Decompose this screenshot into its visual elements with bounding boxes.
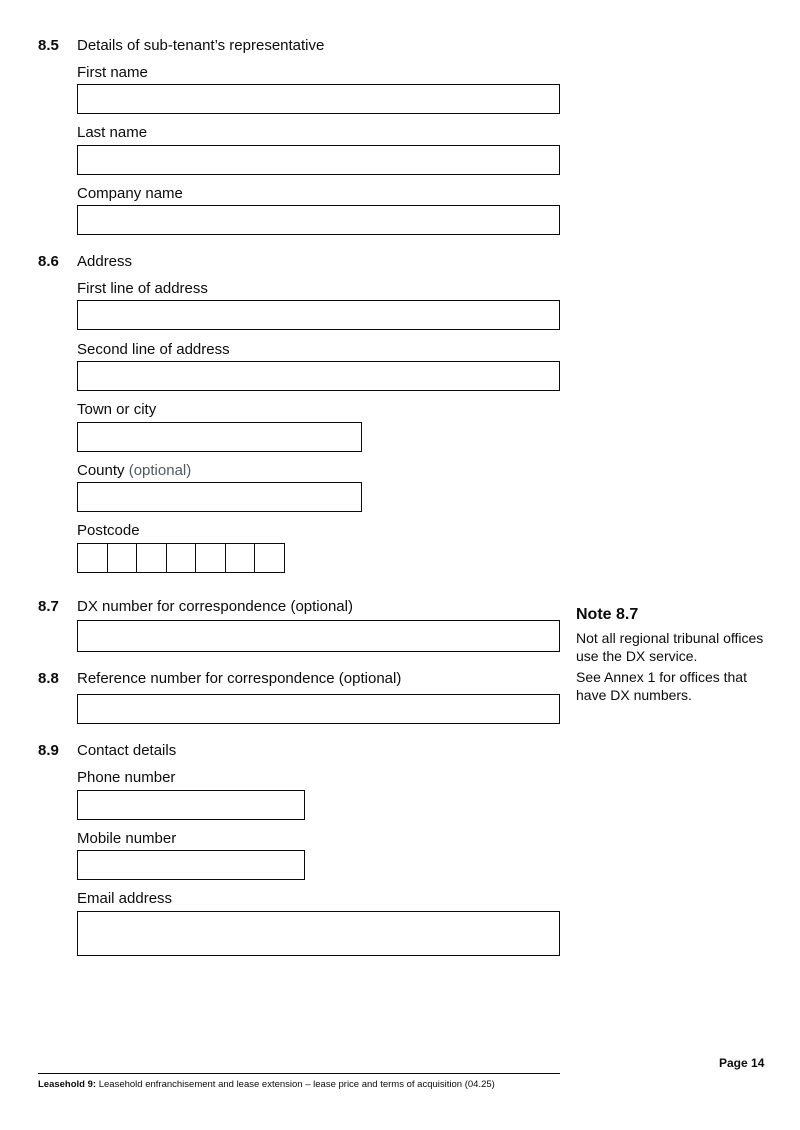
- section-number-8-5: 8.5: [38, 37, 59, 54]
- postcode-char-box[interactable]: [166, 543, 197, 573]
- postcode-char-box[interactable]: [195, 543, 226, 573]
- address-line2-input[interactable]: [77, 361, 560, 391]
- section-number-8-7: 8.7: [38, 598, 59, 615]
- postcode-char-box[interactable]: [136, 543, 167, 573]
- dx-number-input[interactable]: [77, 620, 560, 652]
- address-line2-label: Second line of address: [77, 341, 230, 358]
- postcode-label: Postcode: [77, 522, 140, 539]
- postcode-input-group: [77, 543, 284, 573]
- section-heading-contact-details: Contact details: [77, 742, 177, 759]
- company-name-input[interactable]: [77, 205, 560, 235]
- footer-form-code: Leasehold 9:: [38, 1079, 97, 1090]
- section-heading-dx-number: DX number for correspondence (optional): [77, 598, 353, 615]
- note-paragraph-2: See Annex 1 for offices that have DX numbers.: [576, 669, 747, 703]
- footer-divider: [38, 1073, 560, 1074]
- postcode-char-box[interactable]: [225, 543, 256, 573]
- town-input[interactable]: [77, 422, 362, 452]
- footer-text: [38, 1079, 495, 1090]
- postcode-char-box[interactable]: [254, 543, 285, 573]
- page-number: Page 14: [719, 1056, 765, 1070]
- county-label: [77, 462, 191, 479]
- section-heading-representative: Details of sub-tenant’s representative: [77, 37, 325, 54]
- first-name-input[interactable]: [77, 84, 560, 114]
- company-name-label: Company name: [77, 185, 183, 202]
- mobile-label: Mobile number: [77, 830, 177, 847]
- section-number-8-9: 8.9: [38, 742, 59, 759]
- phone-label: Phone number: [77, 769, 176, 786]
- county-optional-hint: (optional): [128, 462, 192, 479]
- section-number-8-6: 8.6: [38, 253, 59, 270]
- address-line1-input[interactable]: [77, 300, 560, 330]
- mobile-input[interactable]: [77, 850, 305, 880]
- reference-number-input[interactable]: [77, 694, 560, 724]
- note-title: Note 8.7: [576, 606, 639, 623]
- section-number-8-8: 8.8: [38, 670, 59, 687]
- last-name-label: Last name: [77, 124, 148, 141]
- postcode-char-box[interactable]: [107, 543, 138, 573]
- county-label-text: County: [77, 462, 125, 479]
- town-label: Town or city: [77, 401, 157, 418]
- last-name-input[interactable]: [77, 145, 560, 175]
- postcode-char-box[interactable]: [77, 543, 108, 573]
- section-heading-reference-number: Reference number for correspondence (optional): [77, 670, 402, 687]
- county-input[interactable]: [77, 482, 362, 512]
- email-label: Email address: [77, 890, 173, 907]
- footer-form-title: Leasehold enfranchisement and lease extension – lease price and terms of acquisition (04.25): [96, 1079, 495, 1090]
- phone-input[interactable]: [77, 790, 305, 820]
- first-name-label: First name: [77, 64, 148, 81]
- address-line1-label: First line of address: [77, 280, 208, 297]
- email-input[interactable]: [77, 911, 560, 956]
- section-heading-address: Address: [77, 253, 133, 270]
- note-paragraph-1: Not all regional tribunal offices use the DX service.: [576, 630, 764, 664]
